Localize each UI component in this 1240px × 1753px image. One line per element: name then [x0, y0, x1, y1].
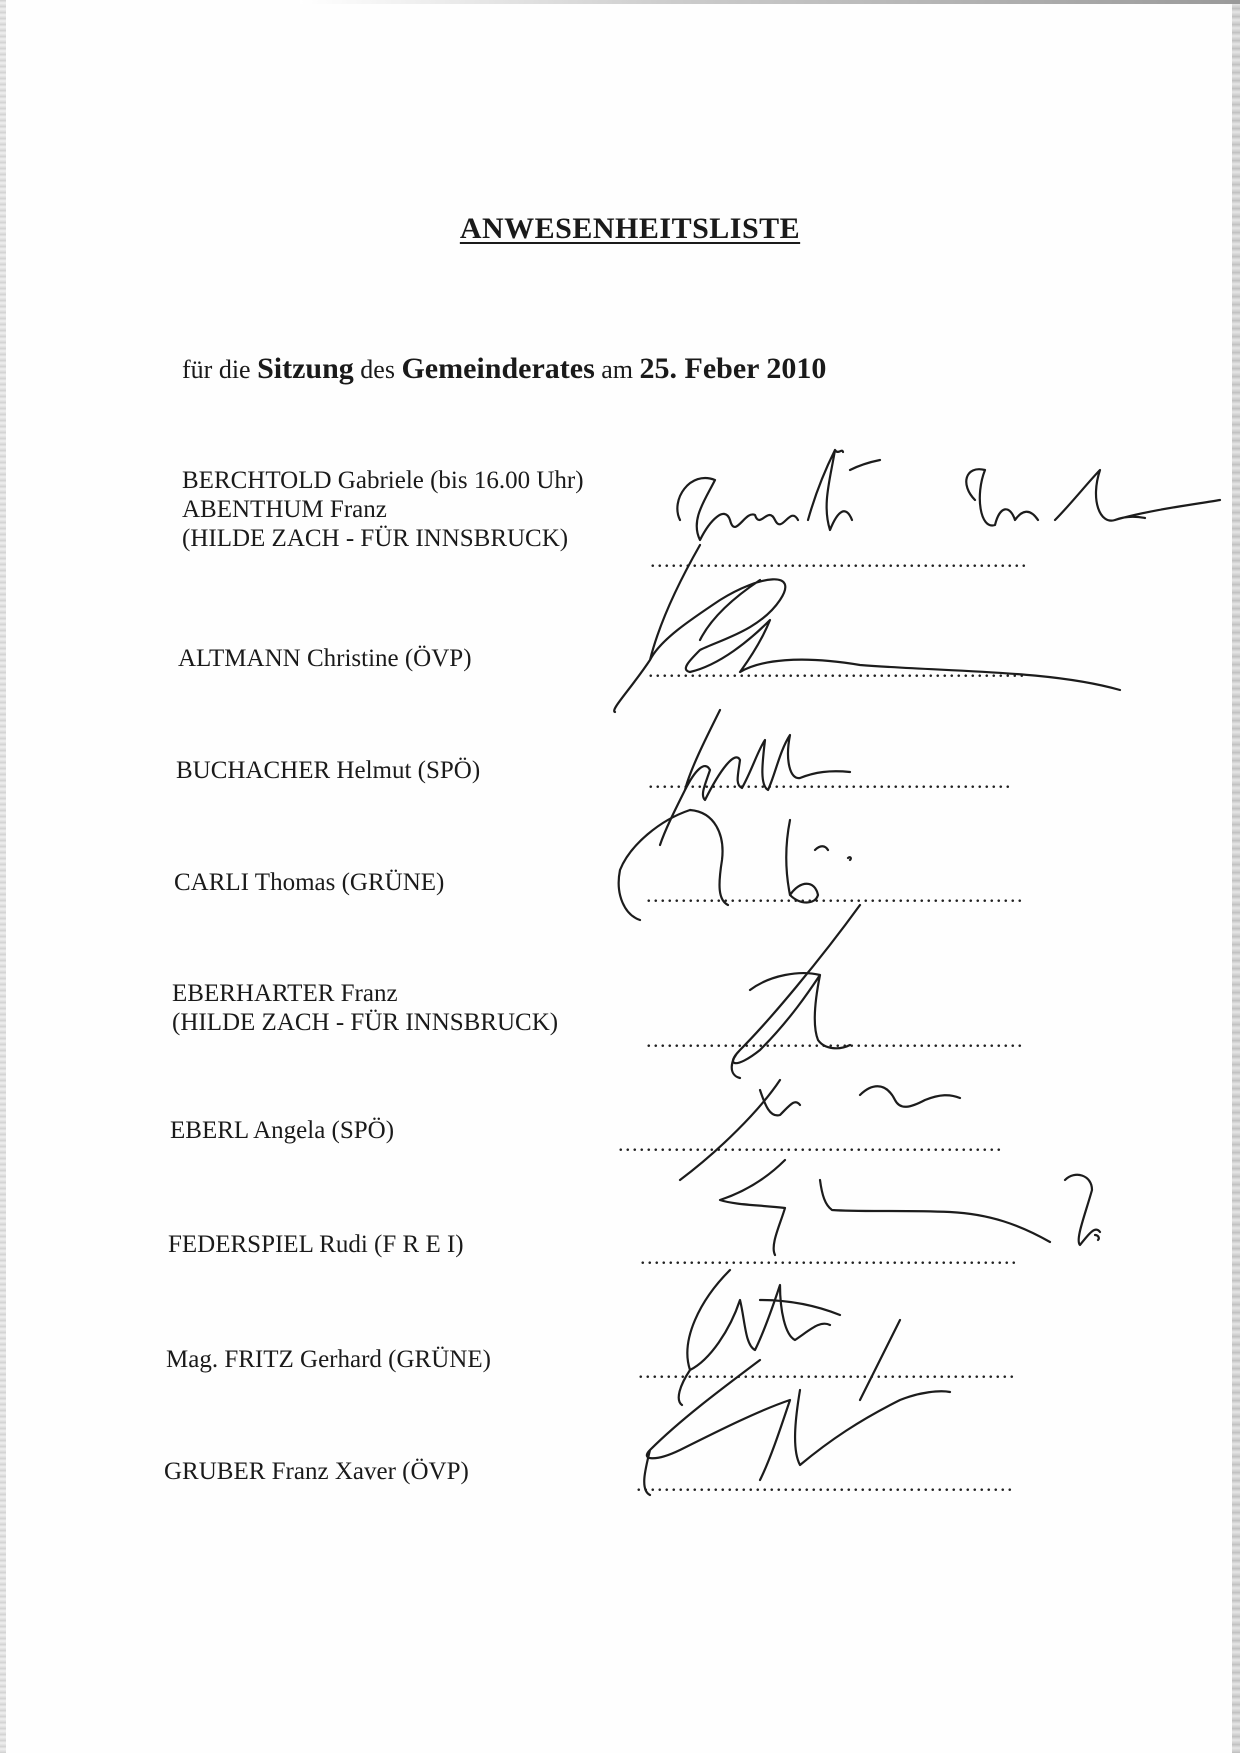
scan-edge-left [0, 0, 6, 1753]
attendee-entry-eberharter [172, 979, 558, 1037]
attendee-entry-carli [174, 868, 444, 897]
signature-line: .................................................... [648, 768, 1012, 793]
attendee-name: GRUBER Franz Xaver (ÖVP) [164, 1458, 469, 1485]
attendee-name: ALTMANN Christine (ÖVP) [178, 645, 472, 672]
attendee-entry-eberl [170, 1116, 394, 1145]
attendee-entry-federspiel [168, 1230, 464, 1259]
attendee-name: BUCHACHER Helmut (SPÖ) [176, 757, 481, 784]
signature-abenthum [966, 469, 1220, 525]
meeting-subtitle [182, 352, 826, 386]
attendee-name: BERCHTOLD Gabriele (bis 16.00 Uhr) [182, 467, 584, 494]
signature-eberl [680, 1080, 960, 1180]
attendee-name: EBERHARTER Franz [172, 980, 398, 1007]
attendee-name: ABENTHUM Franz [182, 496, 387, 523]
signature-line: ...................................................... [646, 1027, 1024, 1052]
attendee-entry-gruber [164, 1457, 469, 1486]
signature-line: ...................................................... [648, 657, 1026, 682]
attendee-entry-fritz [166, 1345, 491, 1374]
subtitle-text-1: für die [182, 355, 258, 384]
meeting-date: 25. Feber 2010 [639, 352, 827, 385]
signature-line: ...................................................... [650, 547, 1028, 572]
subtitle-text-2: Sitzung [257, 352, 354, 385]
attendee-party: (HILDE ZACH - FÜR INNSBRUCK) [172, 1009, 559, 1036]
signature-line: ...................................................... [640, 1244, 1018, 1269]
signature-line: ...................................................... [638, 1358, 1016, 1383]
attendee-entry-altmann [178, 644, 472, 673]
attendee-party: (HILDE ZACH - FÜR INNSBRUCK) [182, 525, 569, 552]
signature-fritz [679, 1270, 840, 1405]
subtitle-text-5: am [594, 355, 640, 384]
signature-line: ....................................................... [618, 1131, 1003, 1156]
attendee-entry-berchtold-abenthum [182, 466, 584, 553]
scan-edge-top [300, 0, 1240, 4]
attendee-entry-buchacher [176, 756, 480, 785]
subtitle-text-4: Gemeinderates [401, 352, 595, 385]
signature-gruber [644, 1320, 950, 1495]
signature-line: ...................................................... [636, 1471, 1014, 1496]
signature-line: ...................................................... [646, 882, 1024, 907]
signature-federspiel [720, 1160, 1100, 1255]
page-title: ANWESENHEITSLISTE [459, 212, 801, 245]
attendee-name: FEDERSPIEL Rudi (F R E I) [168, 1231, 464, 1258]
scan-edge-right [1232, 0, 1240, 1753]
attendee-name: EBERL Angela (SPÖ) [170, 1117, 395, 1144]
attendee-name: CARLI Thomas (GRÜNE) [174, 869, 445, 896]
subtitle-text-3: des [353, 355, 402, 384]
attendee-name: Mag. FRITZ Gerhard (GRÜNE) [166, 1346, 491, 1373]
signature-berchtold [677, 450, 880, 540]
